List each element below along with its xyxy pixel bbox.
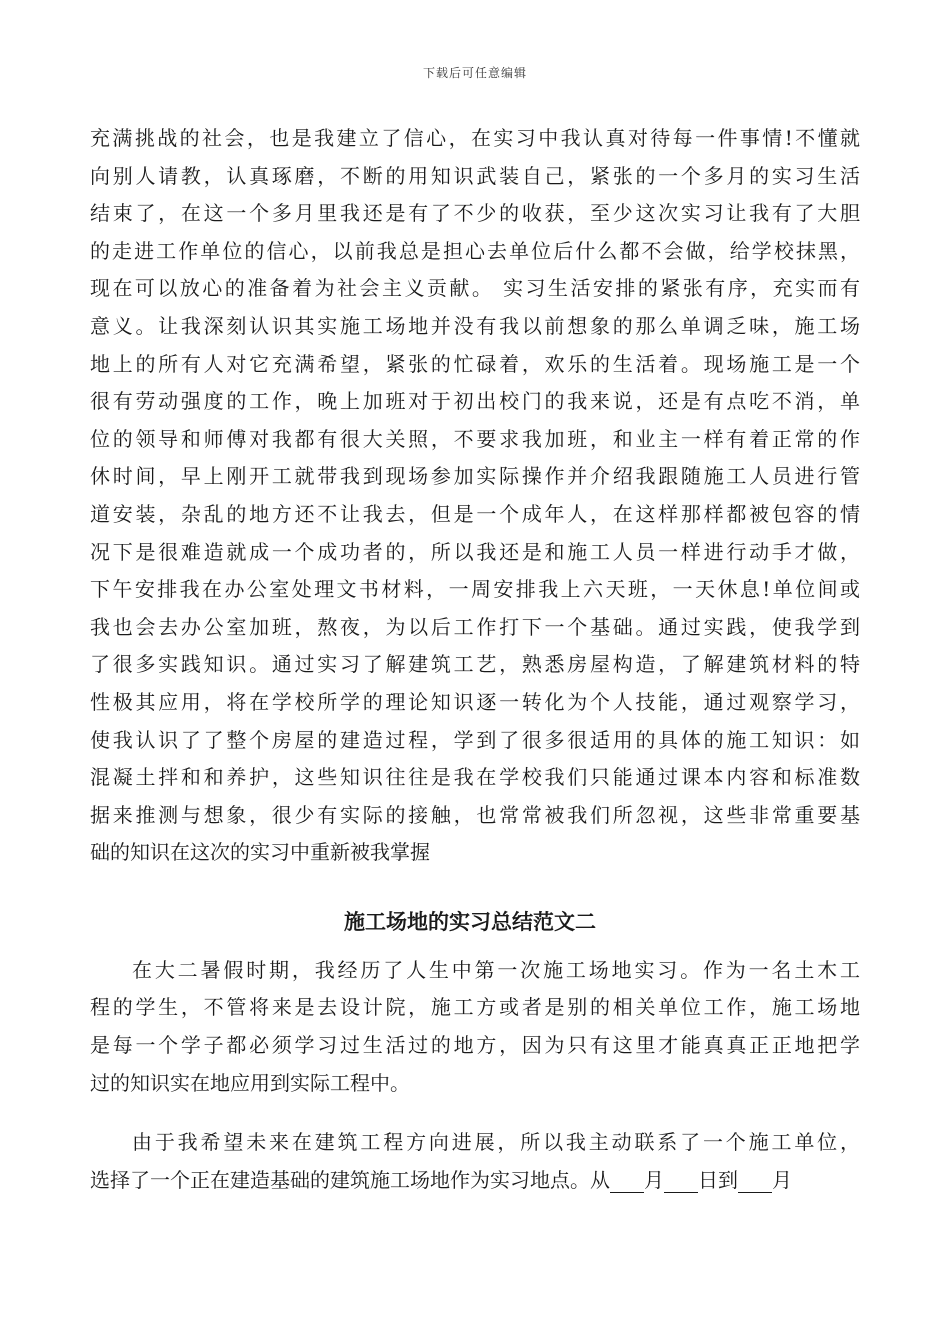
text-line: 程的学生，不管将来是去设计院，施工方或者是别的相关单位工作，施工场地 — [90, 995, 860, 1020]
text-line: 使我认识了了整个房屋的建造过程，学到了很多很适用的具体的施工知识：如 — [90, 727, 860, 752]
text-line: 混凝土拌和和养护，这些知识往往是我在学校我们只能通过课本内容和标准数 — [90, 765, 860, 790]
paragraph-3 — [90, 1124, 860, 1199]
text-line: 道安装，杂乱的地方还不让我去，但是一个成年人，在这样那样都被包容的情 — [90, 501, 860, 526]
text-line: 础的知识在这次的实习中重新被我掌握 — [90, 840, 430, 865]
fill-in-blank — [664, 1170, 698, 1193]
header-note: 下载后可任意编辑 — [422, 66, 527, 80]
text-line: 由于我希望未来在建筑工程方向进展，所以我主动联系了一个施工单位， — [132, 1130, 860, 1155]
text-line: 过的知识实在地应用到实际工程中。 — [90, 1070, 410, 1095]
fill-in-blank — [610, 1170, 644, 1193]
text-line: 了很多实践知识。通过实习了解建筑工艺，熟悉房屋构造，了解建筑材料的特 — [90, 652, 860, 677]
text-line: 位的领导和师傅对我都有很大关照，不要求我加班，和业主一样有着正常的作 — [90, 426, 860, 451]
text-line-with-blanks — [90, 1162, 860, 1200]
text-line: 的走进工作单位的信心，以前我总是担心去单位后什么都不会做，给学校抹黑， — [90, 238, 860, 263]
document-body — [90, 120, 860, 1199]
fill-in-blank — [738, 1170, 772, 1193]
text-segment: 选择了一个正在建造基础的建筑施工场地作为实习地点。从 — [90, 1167, 610, 1192]
section-title: 施工场地的实习总结范文二 — [344, 908, 596, 934]
text-line: 地上的所有人对它充满希望，紧张的忙碌着，欢乐的生活着。现场施工是一个 — [90, 351, 860, 376]
text-line: 我也会去办公室加班，熬夜，为以后工作打下一个基础。通过实践，使我学到 — [90, 614, 860, 639]
paragraph-2 — [90, 952, 860, 1102]
text-line: 现在可以放心的准备着为社会主义贡献。 实习生活安排的紧张有序，充实而有 — [90, 276, 860, 301]
text-line: 据来推测与想象，很少有实际的接触，也常常被我们所忽视，这些非常重要基 — [90, 802, 860, 827]
text-segment: 月 — [772, 1167, 792, 1192]
text-segment: 日到 — [698, 1167, 738, 1192]
text-line: 意义。让我深刻认识其实施工场地并没有我以前想象的那么单调乏味，施工场 — [90, 313, 860, 338]
text-line: 休时间，早上刚开工就带我到现场参加实际操作并介绍我跟随施工人员进行管 — [90, 464, 860, 489]
text-line: 充满挑战的社会，也是我建立了信心，在实习中我认真对待每一件事情!不懂就 — [90, 126, 860, 150]
text-segment: 月 — [644, 1167, 664, 1192]
text-line: 结束了，在这一个多月里我还是有了不少的收获，至少这次实习让我有了大胆 — [90, 201, 860, 226]
paragraph-1 — [90, 120, 860, 872]
text-line: 况下是很难造就成一个成功者的，所以我还是和施工人员一样进行动手才做， — [90, 539, 860, 564]
text-line: 在大二暑假时期，我经历了人生中第一次施工场地实习。作为一名土木工 — [132, 957, 860, 982]
text-line: 下午安排我在办公室处理文书材料，一周安排我上六天班，一天休息!单位间或 — [90, 577, 860, 602]
text-line: 很有劳动强度的工作，晚上加班对于初出校门的我来说，还是有点吃不消，单 — [90, 389, 860, 414]
text-line: 是每一个学子都必须学习过生活过的地方，因为只有这里才能真真正正地把学 — [90, 1033, 860, 1058]
text-line: 向别人请教，认真琢磨，不断的用知识武装自己，紧张的一个多月的实习生活 — [90, 163, 860, 188]
text-line: 性极其应用，将在学校所学的理论知识逐一转化为个人技能，通过观察学习， — [90, 689, 860, 714]
